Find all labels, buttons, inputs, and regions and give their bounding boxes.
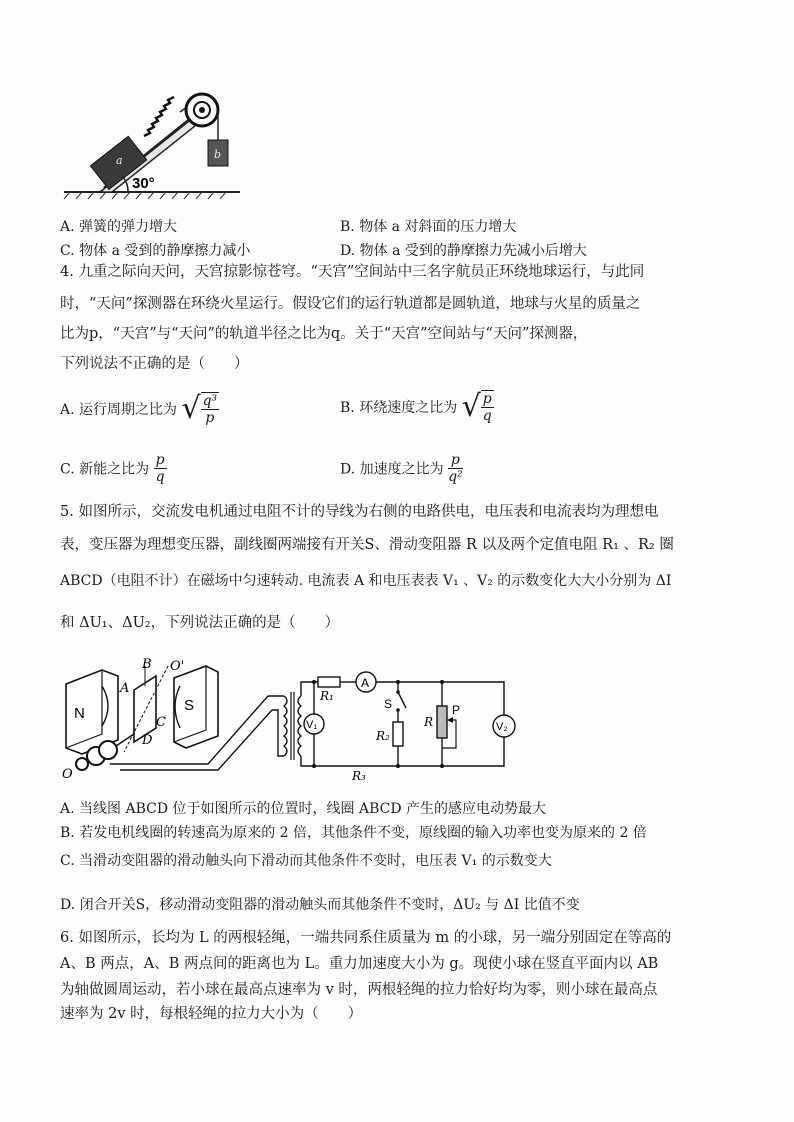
r1-label: R₁ (320, 689, 334, 703)
r3-label: R₃ (352, 769, 366, 783)
incline-figure (60, 84, 250, 202)
q5-line-4: 和 ΔU₁、ΔU₂，下列说法正确的是（ ） (60, 615, 340, 631)
slider-p-label: P (452, 703, 461, 717)
angle-label: 30° (132, 175, 155, 192)
q4-line-2: 时，“天问”探测器在环绕火星运行。假设它们的运行轨道都是圆轨道，地球与火星的质量之 (60, 296, 641, 312)
q6-line-4: 速率为 2v 时，每根轻绳的拉力大小为（ ） (60, 1006, 363, 1022)
coil-label-a: A (120, 681, 130, 696)
q4-option-b: B. 环绕速度之比为 √ $\frac{p}{q}$ (340, 389, 492, 424)
sqrt-sign: √ (461, 389, 481, 424)
block-b-label: b (214, 148, 222, 161)
q3-option-c: C. 物体 a 受到的静摩擦力减小 (60, 243, 251, 259)
q4-a-fraction: $\frac{\text{q³}}{p}$ (202, 393, 218, 426)
axis-label-o-prime: O' (170, 659, 185, 674)
v1-meter-label: V₁ (306, 719, 318, 731)
q6-line-2: A、B 两点，A、B 两点间的距离也为 L。重力加速度大小为 g。现使小球在竖直平面内以 AB (60, 956, 659, 972)
q4-line-1: 4. 九重之际向天问，天宫掠影惊苍穹。“天宫”空间站中三名字航员正环绕地球运行，与此同 (60, 264, 645, 280)
r2-label: R₂ (376, 729, 390, 743)
q4-line-3: 比为p，“天宫”与“天问”的轨道半径之比为q。关于“天宫”空间站与“天问”探测器， (60, 326, 588, 342)
q4-b-fraction: $\frac{p}{q}$ (482, 391, 492, 424)
q4-d-fraction: $\frac{p}{\text{q²}}$ (448, 452, 463, 485)
q6-line-3: 为轴做圆周运动，若小球在最高点速率为 v 时，两根轻绳的拉力恰好均为零，则小球在最高点 (60, 982, 658, 998)
generator-circuit-figure (58, 656, 518, 784)
sqrt-sign: √ (181, 391, 201, 426)
v2-meter-label: V₂ (496, 721, 508, 733)
q5-line-2: 表，变压器为理想变压器，副线圈两端接有开关S、滑动变阻器 R 以及两个定值电阻 R₁ 、R₂ 圈 (60, 537, 674, 553)
block-a-label: a (116, 154, 123, 167)
coil-label-b: B (142, 657, 152, 672)
q4-option-d: D. 加速度之比为 $\frac{p}{\text{q²}}$ (340, 452, 463, 485)
q3-option-a: A. 弹簧的弹力增大 (60, 219, 178, 235)
q6-line-1: 6. 如图所示，长均为 L 的两根轻绳，一端共同系住质量为 m 的小球，另一端分别固定在等高的 (60, 930, 672, 946)
q5-line-1: 5. 如图所示，交流发电机通过电阻不计的导线为右侧的电路供电，电压表和电流表均为理想电 (60, 504, 659, 520)
q5-line-3: ABCD（电阻不计）在磁场中匀速转动. 电流表 A 和电压表表 V₁ 、V₂ 的示数变化大大小分别为 ΔI (60, 573, 672, 589)
switch-label: S (384, 697, 393, 711)
ammeter-label: A (361, 676, 370, 690)
q5-option-a: A. 当线图 ABCD 位于如图所示的位置时，线圈 ABCD 产生的感应电动势最大 (60, 801, 546, 817)
q5-option-c: C. 当滑动变阻器的滑动触头向下滑动而其他条件不变时，电压表 V₁ 的示数变大 (60, 853, 552, 869)
magnet-s-label: S (184, 697, 195, 714)
magnet-n-label: N (74, 705, 85, 722)
q5-option-b: B. 若发电机线圈的转速高为原来的 2 倍，其他条件不变，原线圈的输入功率也变为原来的 2 倍 (60, 825, 647, 841)
coil-label-c: C (156, 715, 166, 730)
q5-option-d: D. 闭合开关S，移动滑动变阻器的滑动触头而其他条件不变时，ΔU₂ 与 ΔI 比值不变 (60, 897, 580, 913)
q3-option-b: B. 物体 a 对斜面的压力增大 (340, 219, 517, 235)
q4-option-a: A. 运行周期之比为 √ $\frac{\text{q³}}{p}$ (60, 391, 218, 426)
coil-label-d: D (142, 733, 153, 748)
axis-label-o: O (62, 767, 73, 782)
q3-option-d: D. 物体 a 受到的静摩擦力先减小后增大 (340, 243, 587, 259)
q4-c-fraction: $\frac{p}{q}$ (155, 452, 165, 485)
q4-line-4: 下列说法不正确的是（ ） (60, 356, 249, 372)
q4-option-c: C. 新能之比为 $\frac{p}{q}$ (60, 452, 165, 485)
rheostat-label: R (424, 715, 434, 729)
